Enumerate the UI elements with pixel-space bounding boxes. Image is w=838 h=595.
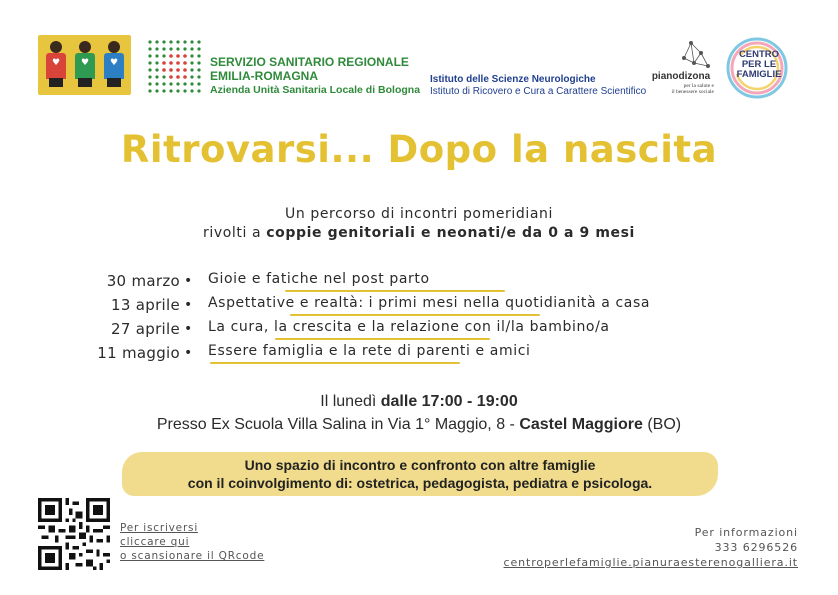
pianodizona-wordmark: pianodizona: [651, 71, 711, 82]
schedule-date: 27 aprile: [111, 320, 180, 338]
signup-link-line-2[interactable]: cliccare qui: [120, 536, 190, 548]
ssr-logo-text: [210, 55, 420, 97]
child-figure-icon: ♥: [103, 41, 125, 89]
subtitle-line-2: [0, 224, 838, 243]
schedule-date: 30 marzo: [106, 272, 180, 290]
signup-link-line-3[interactable]: o scansionare il QRcode: [120, 550, 265, 562]
subtitle: [0, 205, 838, 243]
subtitle-line-1: Un percorso di incontri pomeridiani: [284, 206, 554, 222]
location-suffix: (BO): [642, 416, 682, 433]
isn-line-2: Istituto di Ricovero e Cura a Carattere Scientifico: [430, 86, 647, 97]
ssr-line-3: Azienda Unità Sanitaria Locale di Bologna: [210, 84, 421, 96]
family-logo: [38, 35, 131, 95]
cpf-line-3: FAMIGLIE: [736, 69, 782, 80]
decorative-underline: [210, 362, 460, 364]
decorative-underline: [290, 314, 540, 316]
time-line: [0, 393, 838, 411]
schedule-date: 11 maggio: [97, 344, 180, 362]
schedule-topic: Aspettative e realtà: i primi mesi nella quotidianità a casa: [208, 295, 651, 311]
pianodizona-subtitle: [646, 83, 714, 95]
cpf-line-1: CENTRO: [738, 49, 780, 60]
banner-text: [122, 456, 718, 492]
bullet: •: [184, 345, 193, 361]
page-title: Ritrovarsi... Dopo la nascita: [120, 128, 718, 171]
signup-link-line-1[interactable]: Per iscriversi: [120, 522, 199, 534]
location-prefix: Presso Ex Scuola Villa Salina in Via 1° Maggio, 8 -: [156, 416, 520, 433]
qr-code-icon[interactable]: [38, 498, 110, 570]
info-label: Per informazioni: [694, 526, 798, 539]
cpf-line-2: PER LE: [741, 59, 777, 70]
isn-logo-text: [430, 74, 646, 98]
child-figure-icon: ♥: [74, 41, 96, 89]
time-bold: dalle 17:00 - 19:00: [380, 393, 518, 410]
schedule-topic: Essere famiglia e la rete di parenti e amici: [208, 343, 531, 359]
ssr-line-2: EMILIA-ROMAGNA: [210, 69, 318, 83]
bullet: •: [184, 321, 193, 337]
bullet: •: [184, 273, 193, 289]
subtitle-line-2-prefix: rivolti a: [203, 225, 267, 241]
banner-line-1: Uno spazio di incontro e confronto con altre famiglie: [244, 457, 596, 473]
pianodizona-sub-line-1: per la salute e: [683, 83, 714, 89]
schedule-topic: Gioie e fatiche nel post parto: [208, 271, 430, 287]
time-prefix: Il lunedì: [320, 393, 381, 410]
centro-famiglie-text: [724, 50, 794, 80]
signup-instructions: [120, 521, 264, 563]
info-phone: 333 6296526: [714, 541, 798, 554]
bullet: •: [184, 297, 193, 313]
isn-line-1: Istituto delle Scienze Neurologiche: [430, 74, 596, 85]
subtitle-line-2-bold: coppie genitoriali e neonati/e da 0 a 9 mesi: [266, 225, 635, 241]
contact-info: [504, 525, 798, 570]
pianodizona-sub-line-2: il benessere sociale: [671, 89, 714, 95]
location-town: Castel Maggiore: [519, 416, 643, 433]
schedule-date: 13 aprile: [111, 296, 180, 314]
decorative-underline: [285, 290, 505, 292]
ssr-dot-grid-icon: [146, 38, 202, 94]
schedule-topic: La cura, la crescita e la relazione con il/la bambino/a: [208, 319, 610, 335]
ssr-line-1: SERVIZIO SANITARIO REGIONALE: [210, 55, 409, 69]
info-website-link[interactable]: centroperlefamiglie.pianuraesterenogalliera.it: [503, 556, 798, 569]
banner-line-2: con il coinvolgimento di: ostetrica, pedagogista, pediatra e psicologa.: [187, 475, 653, 491]
location-line: [0, 416, 838, 434]
child-figure-icon: ♥: [45, 41, 67, 89]
decorative-underline: [275, 338, 490, 340]
